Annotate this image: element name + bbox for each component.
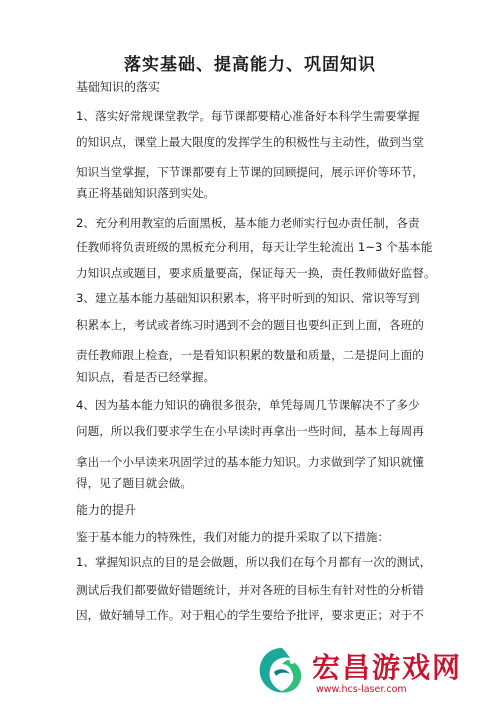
paragraph-line: 4、因为基本能力知识的确很多很杂，单凭每周几节课解决不了多少: [76, 398, 420, 412]
paragraph-line: 测试后我们都要做好错题统计，并对各班的目标生有针对性的分析错: [76, 583, 424, 597]
paragraph-line: 问题，所以我们要求学生在小早读时再拿出一些时间，基本上每周再: [76, 424, 424, 438]
site-watermark: [244, 640, 494, 700]
paragraph-line: 力知识点或题目，要求质量要高，保证每天一换，责任教师做好监督。: [76, 266, 436, 280]
paragraph-line: 知识点，看是否已经掌握。: [76, 370, 216, 384]
section-heading: 基础知识的落实: [76, 80, 161, 94]
paragraph-line: 真正将基础知识落到实处。: [76, 186, 216, 200]
paragraph-line: 知识当堂掌握，下节课都要有上节课的回顾提问，展示评价等环节，: [76, 165, 424, 179]
document-title: 落实基础、提高能力、巩固知识: [124, 55, 376, 75]
paragraph-line: 鉴于基本能力的特殊性，我们对能力的提升采取了以下措施：: [76, 530, 390, 544]
section-heading: 能力的提升: [76, 503, 137, 517]
paragraph-line: 任教师将负责班级的黑板充分利用，每天让学生轮流出 1~3 个基本能: [76, 240, 433, 254]
paragraph-line: 的知识点，课堂上最大限度的发挥学生的积极性与主动性，做到当堂: [76, 135, 424, 149]
paragraph-line: 积累本上，考试或者练习时遇到不会的题目也要纠正到上面，各班的: [76, 318, 424, 332]
paragraph-line: 1、掌握知识点的目的是会做题，所以我们在每个月都有一次的测试，: [76, 555, 432, 569]
watermark-brand: 宏昌游戏网: [312, 651, 463, 684]
paragraph-line: 责任教师跟上检查，一是看知识积累的数量和质量，二是提问上面的: [76, 348, 424, 362]
paragraph-line: 因，做好辅导工作。对于粗心的学生要给予批评，要求更正；对于不: [76, 608, 424, 622]
paragraph-line: 2、充分利用教室的后面黑板，基本能力老师实行包办责任制，各责: [76, 216, 420, 230]
paragraph-line: 得，见了题目就会做。: [76, 476, 192, 490]
paragraph-line: 3、建立基本能力基础知识积累本，将平时听到的知识、常识等写到: [76, 291, 420, 305]
dragon-logo-icon: [252, 642, 312, 698]
paragraph-line: 拿出一个小早读来巩固学过的基本能力知识。力求做到学了知识就懂: [76, 455, 424, 469]
watermark-url: www.hcs-laser.com: [316, 684, 407, 695]
paragraph-line: 1、落实好常规课堂教学。每节课都要精心准备好本科学生需要掌握: [76, 109, 420, 123]
